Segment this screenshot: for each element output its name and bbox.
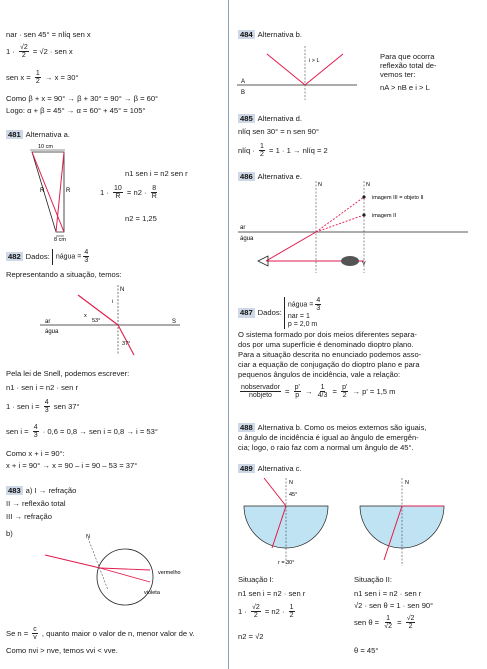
- eq-line-4: Como β + x = 90° → β + 30° = 90° → β = 60°: [6, 94, 159, 103]
- question-488: 488 Alternativa b. Como os meios externos são iguais,: [240, 423, 427, 432]
- svg-text:R: R: [40, 188, 45, 194]
- svg-text:A: A: [241, 79, 246, 85]
- q487-para-1: O sistema formado por dois meios diferentes separa-: [238, 330, 417, 339]
- snell-4: Como x + i = 90°:: [6, 449, 65, 458]
- q483-b: b): [6, 529, 13, 538]
- snell-2: 1 · sen i = $\frac{4}{3}$ sen 37°: [6, 399, 80, 415]
- svg-text:N: N: [366, 182, 370, 188]
- fraction: $\frac{√2}{2}$: [20, 44, 28, 60]
- q487-para-3: Para a situação descrita no enunciado podemos asso-: [238, 350, 422, 359]
- figure-489-semicircles: [234, 476, 482, 570]
- q487-equation: $\frac{\text{nobservador}}{\text{nobjeto}}$ = $\frac{p'}{p}$ → $\frac{1}{4/3}$ = $\frac{p'}{2}$ → p' = 1,5 m: [241, 384, 396, 400]
- eq481-2: 1 · $\frac{10}{R}$ = n2 · $\frac{8}{R}$: [100, 185, 157, 201]
- figure-482-refraction: [40, 283, 190, 358]
- eq-line-2: 1 · $\frac{√2}{2}$ = √2 · sen x: [6, 44, 73, 60]
- last-eq-1: Se n = $\frac{c}{v}$ , quanto maior o valor de n, menor valor de v.: [6, 626, 195, 642]
- s2-eq-3: sen θ = $\frac{1}{√2}$ = $\frac{√2}{2}$: [354, 615, 415, 631]
- svg-text:água: água: [45, 329, 59, 335]
- figure-486-fish: [238, 177, 478, 277]
- svg-text:N: N: [120, 287, 125, 293]
- svg-text:37°: 37°: [122, 341, 131, 347]
- svg-text:S: S: [172, 319, 177, 325]
- s1-eq-3: n2 = √2: [238, 632, 264, 641]
- svg-text:i: i: [112, 299, 114, 305]
- svg-text:45°: 45°: [289, 492, 298, 498]
- fraction: $\frac{1}{2}$: [35, 70, 40, 86]
- q485-eq-1: nlíq sen 30° = n sen 90°: [238, 127, 320, 136]
- question-481: 481 Alternativa a.: [8, 130, 70, 139]
- question-483: 483 a) I → refração: [8, 486, 77, 495]
- svg-text:ar: ar: [45, 319, 51, 325]
- q484-note-1: Para que ocorra: [380, 52, 435, 61]
- svg-text:V: V: [362, 261, 366, 267]
- eq-line-3: sen x = $\frac{1}{2}$ → x = 30°: [6, 70, 79, 86]
- svg-text:x: x: [84, 313, 87, 319]
- figure-484-total-reflection: [237, 44, 367, 102]
- situation-1-title: Situação I:: [238, 575, 274, 584]
- q483-line-2: II → reflexão total: [6, 499, 66, 508]
- snell-5: x + i = 90° → x = 90 – i = 90 – 53 = 37°: [6, 461, 138, 470]
- eq481-1: n1 sen i = n2 sen r: [125, 169, 188, 178]
- snell-intro: Pela lei de Snell, podemos escrever:: [6, 369, 130, 378]
- eq481-3: n2 = 1,25: [125, 214, 157, 223]
- svg-text:violeta: violeta: [144, 590, 160, 596]
- question-489: 489 Alternativa c.: [240, 464, 302, 473]
- figure-483-prism-circle: [40, 530, 190, 610]
- svg-text:53°: 53°: [92, 318, 101, 324]
- svg-text:B: B: [241, 90, 246, 96]
- q483-line-3: III → refração: [6, 512, 53, 521]
- q488-line-2: o ângulo de incidência é igual ao ângulo de emergên-: [238, 433, 419, 442]
- snell-3: sen i = $\frac{4}{3}$ · 0,6 = 0,8 → sen i = 0,8 → i = 53°: [6, 424, 158, 440]
- q488-line-3: cia; logo, o raio faz com a normal um ângulo de 45°.: [238, 443, 414, 452]
- question-487: 487 Dados: nágua = $\frac{4}{3}$ nar = 1 p = 2,0 m: [238, 297, 323, 329]
- q487-para-2: dos por uma superfície é denominado dioptro plano.: [238, 340, 414, 349]
- s1-eq-2: 1 · $\frac{√2}{2}$ = n2 · $\frac{1}{2}$: [238, 604, 294, 620]
- svg-text:ar: ar: [240, 225, 246, 231]
- question-482: 482 Dados: nágua = $\frac{4}{3}$: [6, 249, 91, 265]
- last-eq-2: Como nvi > nve, temos vvi < vve.: [6, 646, 118, 655]
- s1-eq-1: n1 sen i = n2 · sen r: [238, 589, 306, 598]
- q487-para-5: pequenos ângulos de incidência, vale a relação:: [238, 370, 401, 379]
- fig-label: 10 cm: [38, 144, 53, 150]
- svg-text:r = 30°: r = 30°: [278, 560, 295, 566]
- q487-para-4: ciar a equação de conjugação do dioptro plano e para: [238, 360, 420, 369]
- svg-text:i > L: i > L: [309, 58, 320, 64]
- svg-text:imagem III = objeto II: imagem III = objeto II: [372, 195, 424, 201]
- svg-text:vermelho: vermelho: [158, 570, 181, 576]
- s2-eq-1: n1 sen i = n2 · sen r: [354, 589, 422, 598]
- column-divider: [228, 0, 229, 669]
- svg-text:8 cm: 8 cm: [54, 237, 66, 242]
- snell-1: n1 · sen i = n2 · sen r: [6, 383, 78, 392]
- q484-note-3: vemos ter:: [380, 70, 416, 79]
- q484-note-2: reflexão total de-: [380, 61, 437, 70]
- figure-481-prism: [20, 142, 90, 242]
- eq-line-5: Logo: α + β = 45° → α = 60° + 45° = 105°: [6, 106, 146, 115]
- question-485: 485 Alternativa d.: [240, 114, 302, 123]
- q484-note-4: nA > nB e i > L: [380, 83, 430, 92]
- s2-eq-2: √2 · sen θ = 1 · sen 90°: [354, 601, 434, 610]
- q485-eq-2: nlíq · $\frac{1}{2}$ = 1 · 1 → nlíq = 2: [238, 143, 328, 159]
- question-484: 484 Alternativa b.: [240, 30, 302, 39]
- svg-text:N: N: [405, 480, 409, 486]
- svg-text:imagem II: imagem II: [372, 213, 397, 219]
- svg-text:N: N: [318, 182, 322, 188]
- eq-line-1: nar · sen 45° = nlíq sen x: [6, 30, 91, 39]
- question-486: 486 Alternativa e.: [240, 172, 302, 181]
- s2-eq-4: θ = 45°: [354, 646, 379, 655]
- svg-text:N: N: [86, 534, 90, 540]
- svg-text:N: N: [289, 480, 293, 486]
- question-number: 481: [8, 130, 21, 139]
- svg-text:R: R: [66, 188, 71, 194]
- svg-text:água: água: [240, 236, 254, 242]
- situation-2-title: Situação II:: [354, 575, 392, 584]
- q482-intro: Representando a situação, temos:: [6, 270, 122, 279]
